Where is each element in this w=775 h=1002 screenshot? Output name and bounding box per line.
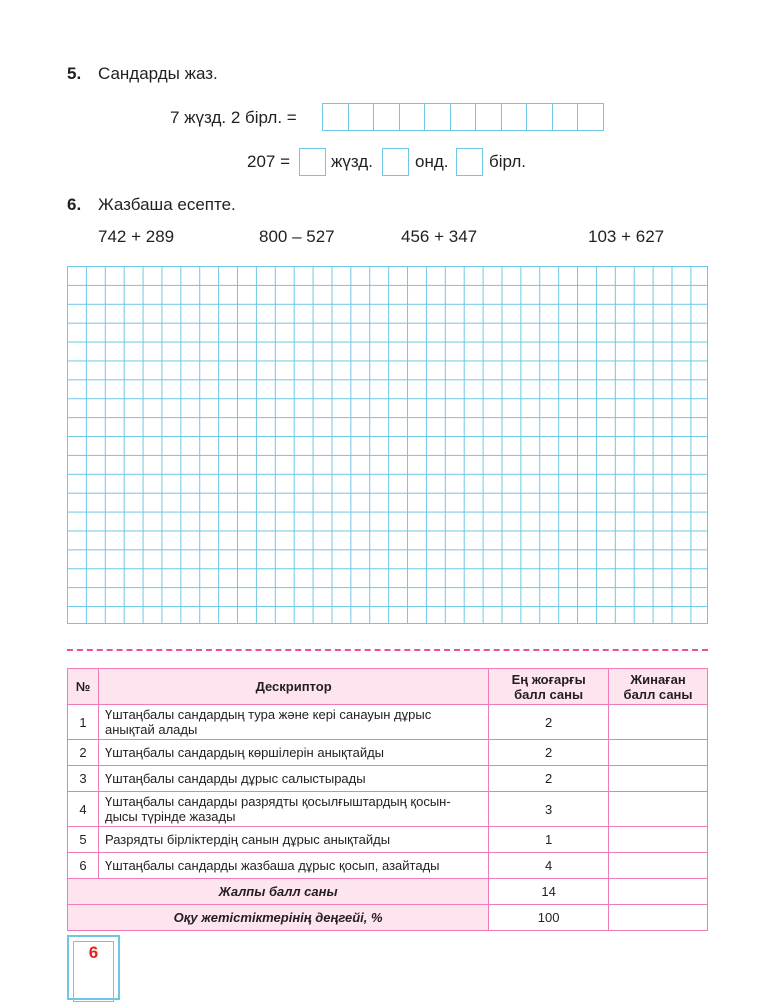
- achievement-level-value: 100: [489, 905, 609, 931]
- row-num: 5: [68, 827, 99, 853]
- achievement-level-label: Оқу жетістіктерінің деңгейі, %: [68, 905, 489, 931]
- row-num: 2: [68, 740, 99, 766]
- table-row: [68, 827, 708, 853]
- level-earned-cell[interactable]: [609, 905, 708, 931]
- row-earned-cell[interactable]: [609, 792, 708, 827]
- total-earned-cell[interactable]: [609, 879, 708, 905]
- answer-cell[interactable]: [501, 103, 528, 131]
- row-earned-cell[interactable]: [609, 766, 708, 792]
- expression-2: 800 – 527: [259, 227, 335, 246]
- row-max: 2: [489, 766, 609, 792]
- row-descriptor: Разрядты бірліктердің санын дұрыс анықтайды: [98, 827, 488, 853]
- row-earned-cell[interactable]: [609, 740, 708, 766]
- expression-4: 103 + 627: [588, 227, 665, 246]
- row-num: 1: [68, 705, 99, 740]
- header-max-score: Ең жоғарғы балл саны: [489, 669, 609, 705]
- row-max: 2: [489, 705, 609, 740]
- answer-cell[interactable]: [399, 103, 426, 131]
- row-num: 4: [68, 792, 99, 827]
- row-num: 6: [68, 853, 99, 879]
- descriptor-table: [67, 668, 708, 931]
- answer-cell[interactable]: [577, 103, 604, 131]
- squared-writing-grid[interactable]: [67, 266, 708, 624]
- table-row: [68, 853, 708, 879]
- answer-cell[interactable]: [424, 103, 451, 131]
- page-number-box: [67, 935, 120, 1000]
- task5-title: Сандарды жаз.: [98, 64, 218, 83]
- row-descriptor: Үштаңбалы сандарды жазбаша дұрыс қосып, азайтады: [98, 853, 488, 879]
- answer-cell[interactable]: [373, 103, 400, 131]
- row-earned-cell[interactable]: [609, 853, 708, 879]
- row-max: 4: [489, 853, 609, 879]
- answer-cell[interactable]: [552, 103, 579, 131]
- table-row: [68, 792, 708, 827]
- row-earned-cell[interactable]: [609, 827, 708, 853]
- expression-3: 456 + 347: [401, 227, 478, 246]
- task5-row1-expression: 7 жүзд. 2 бірл. =: [170, 108, 297, 127]
- row-max: 1: [489, 827, 609, 853]
- table-row: [68, 740, 708, 766]
- expression-1: 742 + 289: [98, 227, 175, 246]
- table-row: [68, 766, 708, 792]
- row-descriptor: Үштаңбалы сандардың тура және кері санауын дұрыс анықтай алады: [98, 705, 488, 740]
- task6-number: 6.: [67, 195, 82, 214]
- row-earned-cell[interactable]: [609, 705, 708, 740]
- row-descriptor: Үштаңбалы сандарды разрядты қосылғыштардың қосын-дысы түрінде жазады: [98, 792, 488, 827]
- dashed-divider: [67, 649, 708, 651]
- task5-row1-answer-cells[interactable]: [322, 103, 604, 131]
- answer-cell[interactable]: [322, 103, 349, 131]
- answer-cell[interactable]: [526, 103, 553, 131]
- total-score-label: Жалпы балл саны: [68, 879, 489, 905]
- tens-unit: онд.: [415, 152, 449, 171]
- hundreds-unit: жүзд.: [331, 152, 373, 171]
- row-descriptor: Үштаңбалы сандардың көршілерін анықтайды: [98, 740, 488, 766]
- row-num: 3: [68, 766, 99, 792]
- hundreds-input-box[interactable]: [299, 148, 326, 176]
- page-number: 6: [88, 943, 99, 962]
- row-descriptor: Үштаңбалы сандарды дұрыс салыстырады: [98, 766, 488, 792]
- header-earned-score: Жинаған балл саны: [609, 669, 708, 705]
- row-max: 2: [489, 740, 609, 766]
- row-max: 3: [489, 792, 609, 827]
- header-num: №: [68, 669, 99, 705]
- answer-cell[interactable]: [450, 103, 477, 131]
- answer-cell[interactable]: [348, 103, 375, 131]
- answer-cell[interactable]: [475, 103, 502, 131]
- table-row: [68, 705, 708, 740]
- task5-row2-start: 207 =: [247, 152, 291, 171]
- units-unit: бірл.: [489, 152, 527, 171]
- header-descriptor: Дескриптор: [98, 669, 488, 705]
- task5-number: 5.: [67, 64, 82, 83]
- total-score-value: 14: [489, 879, 609, 905]
- tens-input-box[interactable]: [382, 148, 409, 176]
- units-input-box[interactable]: [456, 148, 483, 176]
- task6-title: Жазбаша есепте.: [98, 195, 236, 214]
